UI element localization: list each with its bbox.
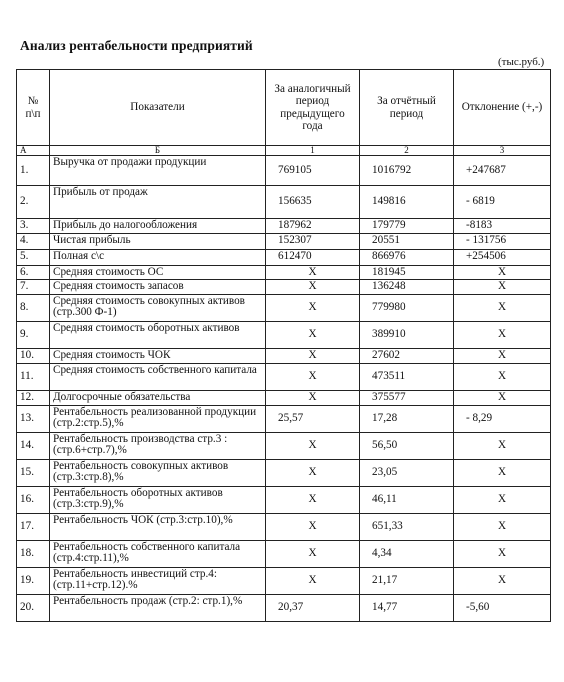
- row-current-value: 149816: [360, 186, 454, 219]
- header-current-period: За отчётный период: [360, 70, 454, 146]
- row-indicator: Средняя стоимость совокупных активов (стр.300 Ф-1): [50, 294, 266, 321]
- table-row: [17, 156, 551, 186]
- row-indicator: Рентабельность собственного капитала (стр.4:стр.11),%: [50, 540, 266, 567]
- row-number: 3.: [17, 219, 50, 234]
- row-indicator: Прибыль от продаж: [50, 186, 266, 219]
- row-prev-value: X: [266, 513, 360, 540]
- letter-2: 2: [360, 146, 454, 156]
- row-prev-value: 769105: [266, 156, 360, 186]
- row-prev-value: X: [266, 280, 360, 295]
- row-number: 11.: [17, 363, 50, 390]
- row-prev-value: X: [266, 348, 360, 363]
- row-prev-value: X: [266, 459, 360, 486]
- row-deviation: X: [454, 486, 551, 513]
- row-deviation: X: [454, 432, 551, 459]
- row-prev-value: X: [266, 294, 360, 321]
- header-row: [17, 70, 551, 146]
- table-row: [17, 348, 551, 363]
- row-current-value: 866976: [360, 249, 454, 265]
- row-prev-value: 187962: [266, 219, 360, 234]
- row-deviation: -8183: [454, 219, 551, 234]
- row-prev-value: 152307: [266, 233, 360, 249]
- table-row: [17, 219, 551, 234]
- row-deviation: X: [454, 294, 551, 321]
- letter-1: 1: [266, 146, 360, 156]
- table-row: [17, 294, 551, 321]
- table-row: [17, 432, 551, 459]
- row-deviation: - 8,29: [454, 405, 551, 432]
- row-number: 14.: [17, 432, 50, 459]
- row-deviation: +254506: [454, 249, 551, 265]
- row-deviation: X: [454, 348, 551, 363]
- row-current-value: 181945: [360, 265, 454, 280]
- row-current-value: 27602: [360, 348, 454, 363]
- row-indicator: Рентабельность производства стр.3 : (стр.6+стр.7),%: [50, 432, 266, 459]
- table-row: [17, 567, 551, 594]
- row-current-value: 17,28: [360, 405, 454, 432]
- row-number: 5.: [17, 249, 50, 265]
- document-title: Анализ рентабельности предприятий: [20, 38, 253, 53]
- row-deviation: X: [454, 390, 551, 405]
- row-number: 1.: [17, 156, 50, 186]
- row-prev-value: X: [266, 567, 360, 594]
- row-indicator: Рентабельность реализованной продукции (стр.2:стр.5),%: [50, 405, 266, 432]
- row-number: 18.: [17, 540, 50, 567]
- table-row: [17, 363, 551, 390]
- row-indicator: Прибыль до налогообложения: [50, 219, 266, 234]
- table-row: [17, 390, 551, 405]
- table-row: [17, 405, 551, 432]
- row-deviation: X: [454, 363, 551, 390]
- table-row: [17, 540, 551, 567]
- row-indicator: Чистая прибыль: [50, 233, 266, 249]
- row-deviation: X: [454, 321, 551, 348]
- header-indicator: Показатели: [50, 70, 266, 146]
- row-prev-value: 25,57: [266, 405, 360, 432]
- profitability-table: [16, 69, 551, 622]
- row-current-value: 651,33: [360, 513, 454, 540]
- row-indicator: Средняя стоимость собственного капитала: [50, 363, 266, 390]
- row-number: 2.: [17, 186, 50, 219]
- row-indicator: Полная с\с: [50, 249, 266, 265]
- row-number: 9.: [17, 321, 50, 348]
- row-prev-value: X: [266, 321, 360, 348]
- row-current-value: 4,34: [360, 540, 454, 567]
- row-prev-value: X: [266, 265, 360, 280]
- row-current-value: 389910: [360, 321, 454, 348]
- table-row: [17, 321, 551, 348]
- row-indicator: Долгосрочные обязательства: [50, 390, 266, 405]
- row-indicator: Выручка от продажи продукции: [50, 156, 266, 186]
- row-current-value: 779980: [360, 294, 454, 321]
- row-deviation: X: [454, 567, 551, 594]
- row-current-value: 20551: [360, 233, 454, 249]
- row-indicator: Рентабельность совокупных активов (стр.3:стр.8),%: [50, 459, 266, 486]
- row-current-value: 1016792: [360, 156, 454, 186]
- row-current-value: 473511: [360, 363, 454, 390]
- row-indicator: Средняя стоимость оборотных активов: [50, 321, 266, 348]
- row-indicator: Средняя стоимость ОС: [50, 265, 266, 280]
- table-row: [17, 265, 551, 280]
- row-prev-value: X: [266, 486, 360, 513]
- row-current-value: 56,50: [360, 432, 454, 459]
- row-deviation: X: [454, 540, 551, 567]
- row-indicator: Средняя стоимость запасов: [50, 280, 266, 295]
- header-prev-period: За аналогичный период предыдущего года: [266, 70, 360, 146]
- row-deviation: X: [454, 513, 551, 540]
- row-prev-value: 20,37: [266, 594, 360, 621]
- units-label: (тыс.руб.): [498, 56, 545, 68]
- row-number: 12.: [17, 390, 50, 405]
- row-number: 19.: [17, 567, 50, 594]
- row-number: 15.: [17, 459, 50, 486]
- row-number: 20.: [17, 594, 50, 621]
- column-letters-row: [17, 146, 551, 156]
- row-current-value: 136248: [360, 280, 454, 295]
- row-number: 7.: [17, 280, 50, 295]
- row-indicator: Рентабельность инвестиций стр.4:(стр.11+стр.12).%: [50, 567, 266, 594]
- row-number: 13.: [17, 405, 50, 432]
- table-row: [17, 186, 551, 219]
- header-deviation: Отклонение (+,-): [454, 70, 551, 146]
- letter-a: А: [17, 146, 50, 156]
- table-row: [17, 513, 551, 540]
- row-deviation: X: [454, 459, 551, 486]
- row-prev-value: X: [266, 363, 360, 390]
- row-number: 8.: [17, 294, 50, 321]
- table-row: [17, 233, 551, 249]
- row-indicator: Рентабельность продаж (стр.2: стр.1),%: [50, 594, 266, 621]
- table-row: [17, 486, 551, 513]
- row-deviation: X: [454, 280, 551, 295]
- row-prev-value: 612470: [266, 249, 360, 265]
- row-prev-value: 156635: [266, 186, 360, 219]
- row-deviation: -5,60: [454, 594, 551, 621]
- table-row: [17, 459, 551, 486]
- row-number: 6.: [17, 265, 50, 280]
- table-row: [17, 249, 551, 265]
- table-row: [17, 594, 551, 621]
- row-current-value: 21,17: [360, 567, 454, 594]
- row-indicator: Средняя стоимость ЧОК: [50, 348, 266, 363]
- row-deviation: +247687: [454, 156, 551, 186]
- row-indicator: Рентабельность оборотных активов (стр.3:стр.9),%: [50, 486, 266, 513]
- row-prev-value: X: [266, 432, 360, 459]
- row-current-value: 179779: [360, 219, 454, 234]
- row-number: 10.: [17, 348, 50, 363]
- table-row: [17, 280, 551, 295]
- row-deviation: - 6819: [454, 186, 551, 219]
- row-number: 16.: [17, 486, 50, 513]
- letter-3: 3: [454, 146, 551, 156]
- row-current-value: 14,77: [360, 594, 454, 621]
- header-no: № п\п: [17, 70, 50, 146]
- row-number: 17.: [17, 513, 50, 540]
- row-current-value: 46,11: [360, 486, 454, 513]
- row-current-value: 23,05: [360, 459, 454, 486]
- row-current-value: 375577: [360, 390, 454, 405]
- row-deviation: - 131756: [454, 233, 551, 249]
- row-prev-value: X: [266, 540, 360, 567]
- row-prev-value: X: [266, 390, 360, 405]
- letter-b: Б: [50, 146, 266, 156]
- row-number: 4.: [17, 233, 50, 249]
- row-indicator: Рентабельность ЧОК (стр.3:стр.10),%: [50, 513, 266, 540]
- row-deviation: X: [454, 265, 551, 280]
